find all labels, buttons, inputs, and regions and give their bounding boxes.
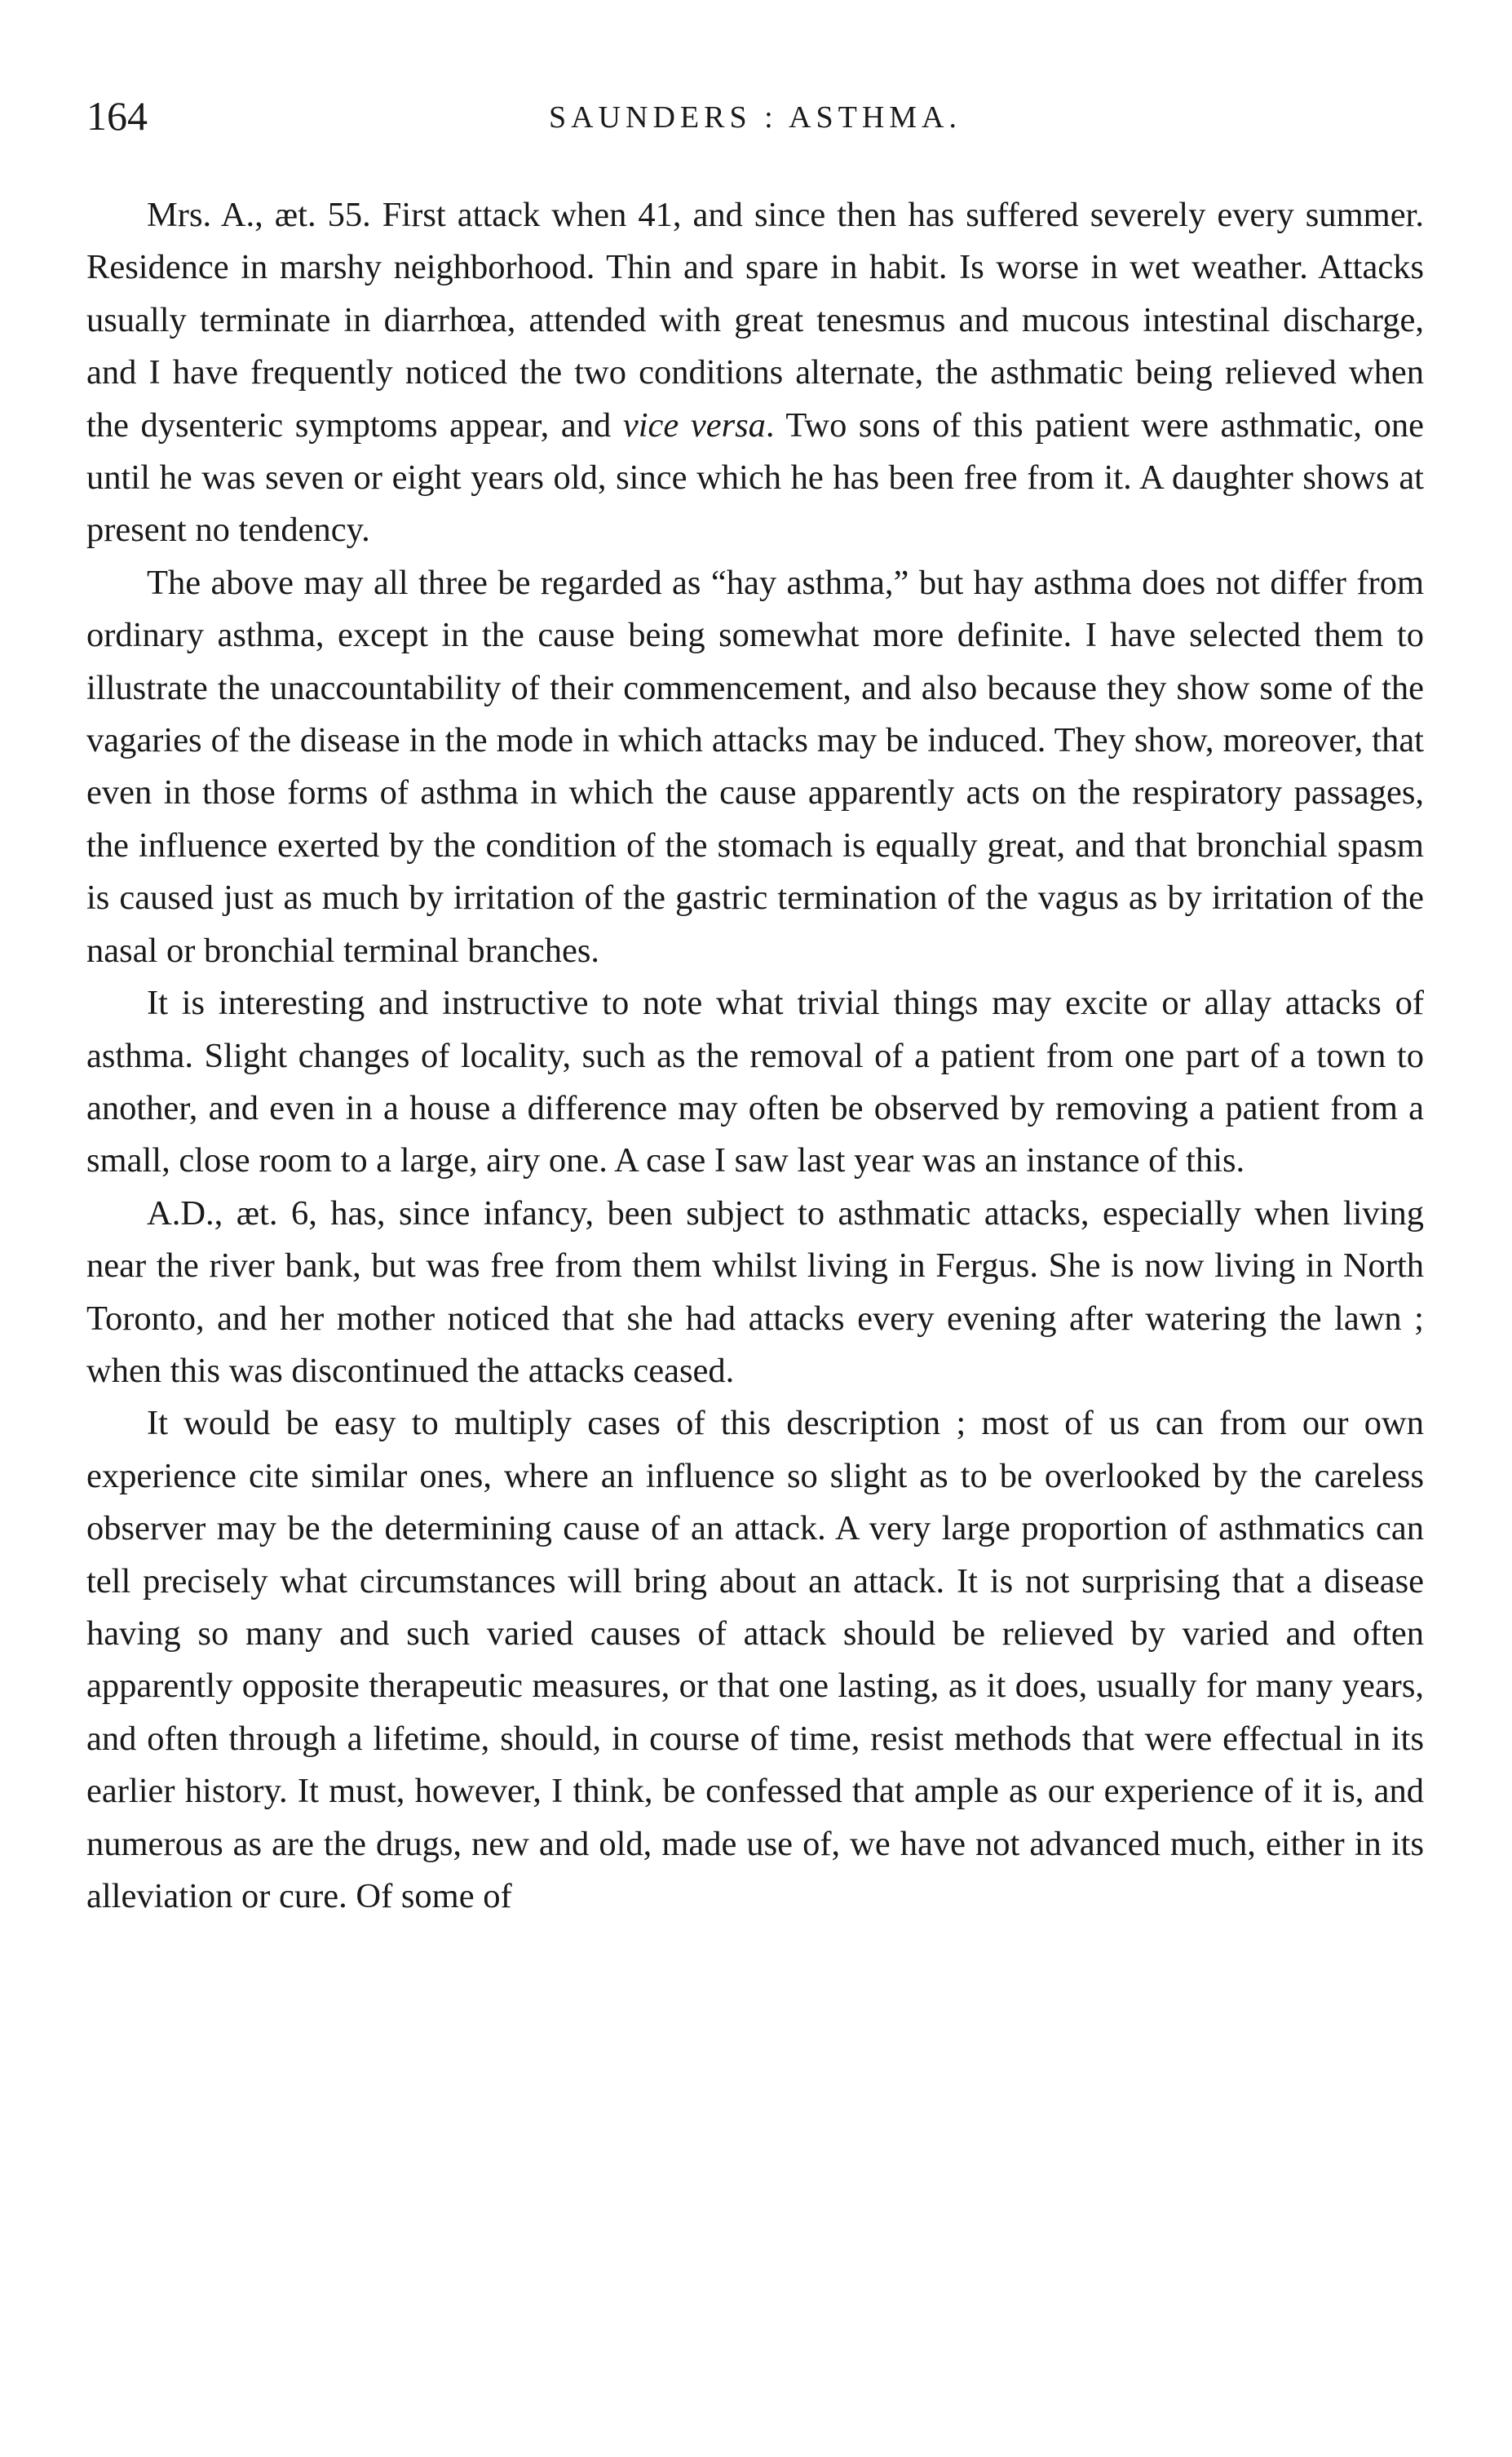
- paragraph-trivial-things: It is interesting and instructive to note what trivial things may excite or allay attacks of asthma. Slight changes of locality, such as the removal of a patient from one part of a town to another, and even in a house a difference may often be observed by removing a patient from a small, close room to a large, airy one. A case I saw last year was an instance of this.: [86, 984, 1424, 1180]
- italic-phrase: vice versa: [622, 405, 766, 445]
- running-title: SAUNDERS : ASTHMA.: [548, 100, 962, 135]
- body-text: [86, 189, 1424, 1923]
- paragraph-case-a-d: A.D., æt. 6, has, since infancy, been subject to asthmatic attacks, especially when living near the river bank, but was free from them whilst living in Fergus. She is now living in North Toronto, and her mother noticed that she had attacks every evening after watering the lawn ; when this was discontinued the attacks ceased.: [86, 1193, 1424, 1390]
- paragraph-case-mrs-a: [86, 189, 1424, 557]
- paragraph-text: . Two sons of this patient were asthmatic, one until he was seven or eight years old, since which he has been free from it. A daughter shows at present no tendency.: [86, 405, 1424, 550]
- paragraph-multiply-cases: It would be easy to multiply cases of this description ; most of us can from our own experience cite similar ones, where an influence so slight as to be overlooked by the careless observer may be the determining cause of an attack. A very large proportion of asthmatics can tell precisely what circumstances will bring about an attack. It is not surprising that a disease having so many and such varied causes of attack should be relieved by varied and often apparently opposite therapeutic measures, or that one lasting, as it does, usually for many years, and often through a lifetime, should, in course of time, resist methods that were effectual in its earlier history. It must, however, I think, be confessed that ample as our experience of it is, and numerous as are the drugs, new and old, made use of, we have not advanced much, either in its alleviation or cure. Of some of: [86, 1404, 1424, 1915]
- page-number: 164: [86, 93, 148, 139]
- paragraph-text: Mrs. A., æt. 55. First attack when 41, and since then has suffered severely every summer. Residence in marshy neighborhood. Thin and spare in habit. Is worse in wet weather. Attacks usually terminate in diarrhœa, attended with great tenesmus and mucous intestinal discharge, and I have frequently noticed the two conditions alternate, the asthmatic being relieved when the dysenteric symptoms appear, and: [86, 196, 1424, 445]
- running-head: [86, 91, 1424, 140]
- paragraph-hay-asthma: The above may all three be regarded as “hay asthma,” but hay asthma does not differ from ordinary asthma, except in the cause being somewhat more definite. I have selected them to illustrate the unaccountability of their commencement, and also because they show some of the vagaries of the disease in the mode in which attacks may be induced. They show, moreover, that even in those forms of asthma in which the cause apparently acts on the respiratory passages, the influence exerted by the condition of the stomach is equally great, and that bronchial spasm is caused just as much by irritation of the gastric termination of the vagus as by irritation of the nasal or bronchial terminal branches.: [86, 563, 1424, 970]
